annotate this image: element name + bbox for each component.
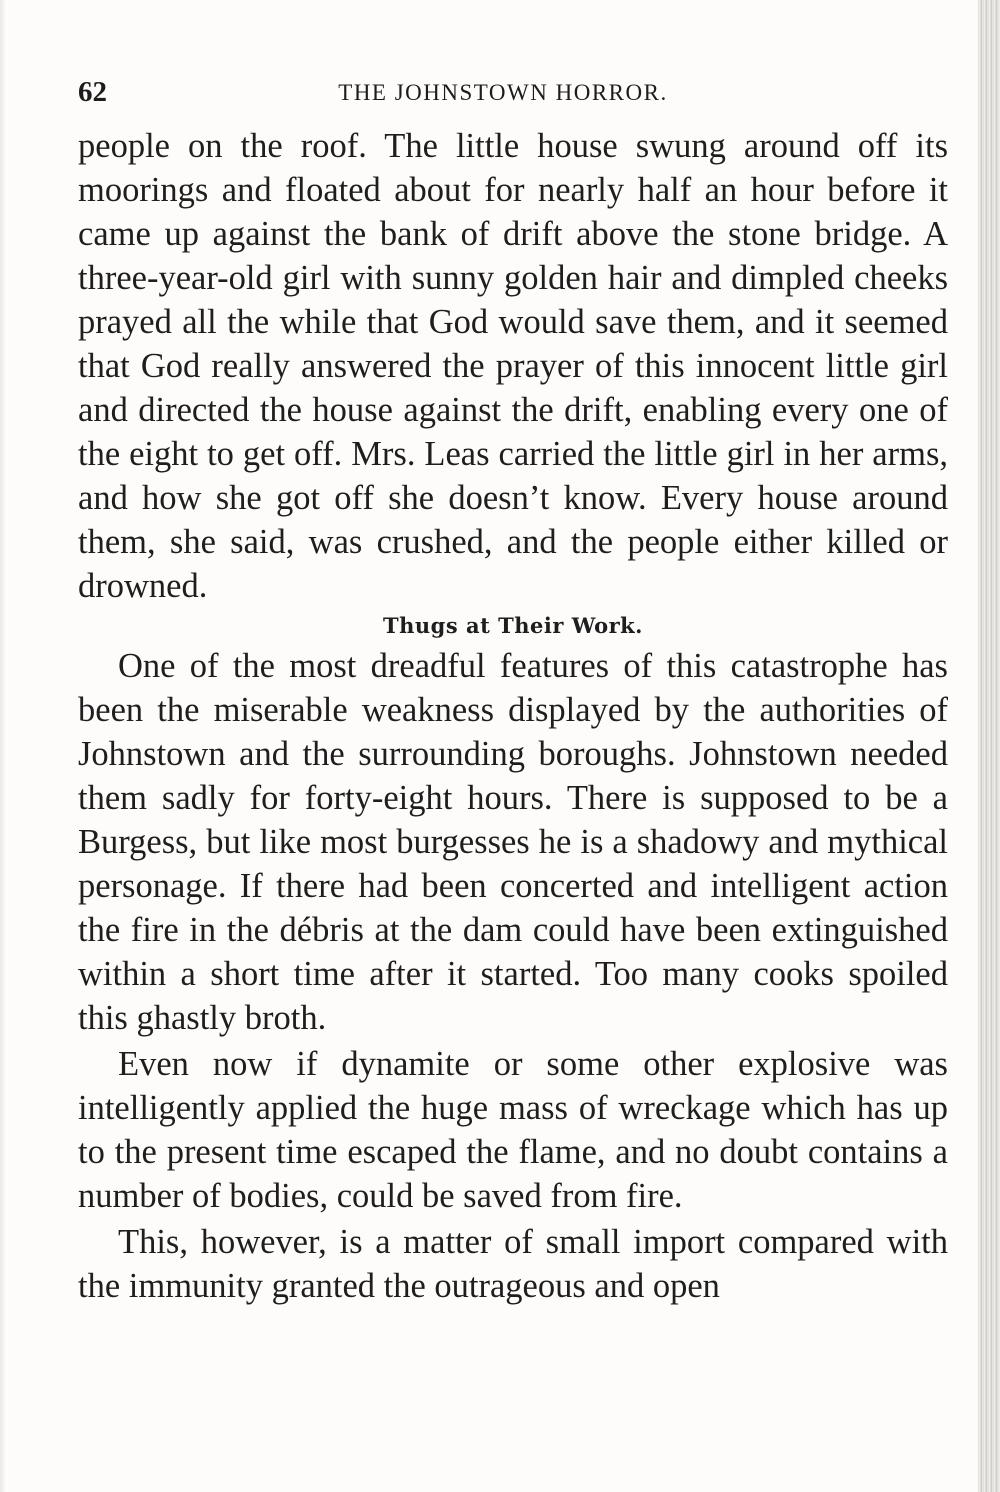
page-header [78, 76, 948, 116]
running-title: THE JOHNSTOWN HORROR. [338, 80, 668, 105]
paragraph-continued: people on the roof. The little house swung around off its moorings and floated about for nearly half an hour before it came up against the bank of drift above the stone bridge. A three-year-old girl with sunny golden hair and dimpled cheeks prayed all the while that God would save them, and it seemed that God really answered the prayer of this innocent little girl and directed the house against the drift, enabling every one of the eight to get off. Mrs. Leas carried the little girl in her arms, and how she got off she doesn’t know. Every house around them, she said, was crushed, and the people either killed or drowned. [78, 127, 948, 605]
paragraph-thugs-at-work: One of the most dreadful features of this catastrophe has been the miserable weakness displayed by the authorities of Johnstown and the surrounding boroughs. Johnstown needed them sadly for forty-eight hours. There is supposed to be a Burgess, but like most burgesses he is a shadowy and mythical personage. If there had been concerted and intelligent action the fire in the débris at the dam could have been extinguished within a short time after it started. Too many cooks spoiled this ghastly broth. [78, 647, 948, 1037]
paragraph-immunity: This, however, is a matter of small import compared with the immunity granted the outrageous and open [78, 1223, 948, 1305]
paragraph-dynamite: Even now if dynamite or some other explosive was intelligently applied the huge mass of wreckage which has up to the present time escaped the flame, and no doubt contains a number of bodies, could be saved from fire. [78, 1045, 948, 1215]
page-right-edge-shadow [978, 0, 1000, 1492]
section-subheading: Thugs at Their Work. [382, 613, 643, 638]
page-number: 62 [78, 76, 107, 108]
page-body [78, 124, 948, 1308]
page-left-edge [0, 0, 6, 1492]
